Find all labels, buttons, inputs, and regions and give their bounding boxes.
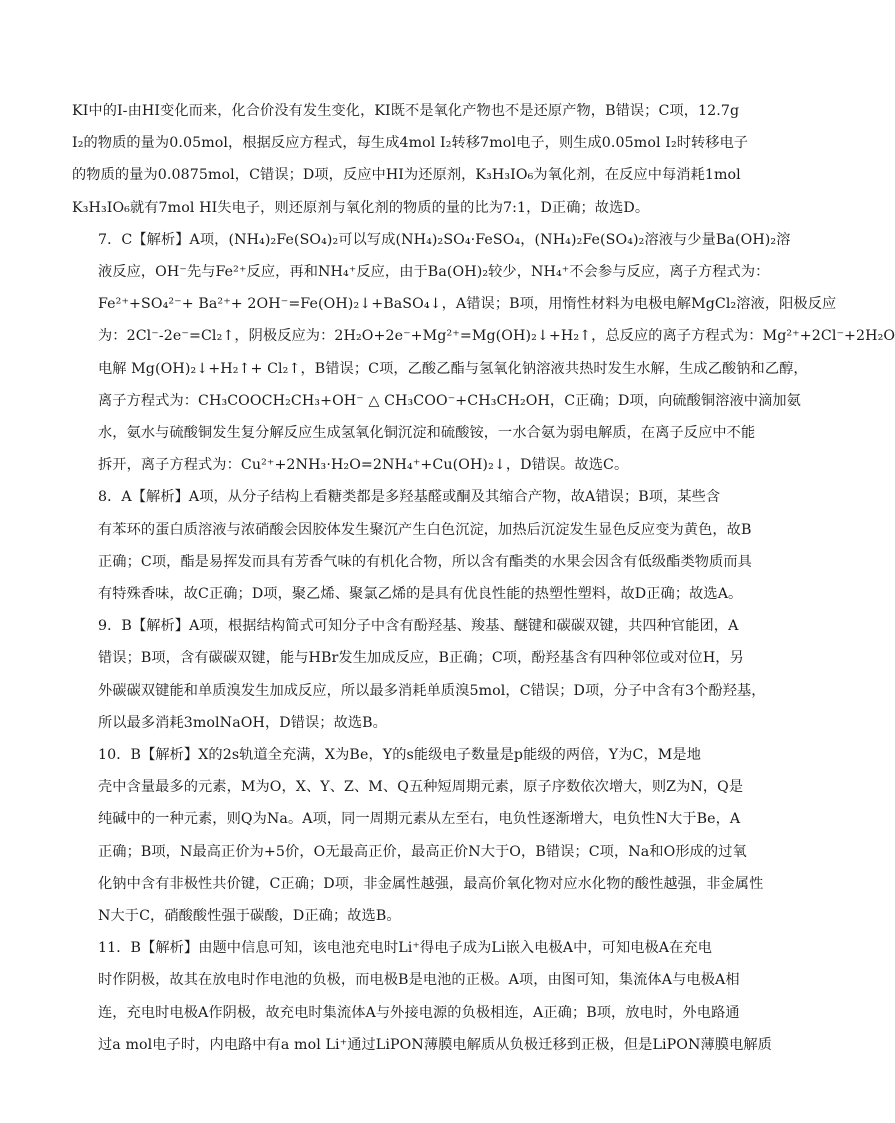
text-line: 连，充电时电极A作阴极，故充电时集流体A与外接电源的负极相连，A正确；B项，放电时，外电路通: [98, 1004, 740, 1021]
text-line: 9．B【解析】A项，根据结构简式可知分子中含有酚羟基、羧基、醚键和碳碳双键，共四种官能团，A: [98, 618, 739, 635]
text-line: KI中的I-由HI变化而来，化合价没有发生变化，KI既不是氧化产物也不是还原产物，B错误；C项，12.7g: [72, 103, 740, 119]
text-line: 化钠中含有非极性共价键，C正确；D项，非金属性越强，最高价氧化物对应水化物的酸性越强，非金属性: [98, 875, 764, 892]
text-line: 壳中含量最多的元素，M为O，X、Y、Z、M、Q五种短周期元素，原子序数依次增大，则Z为N，Q是: [98, 779, 744, 796]
text-line: I₂的物质的量为0.05mol，根据反应方程式，每生成4mol I₂转移7mol电子，则生成0.05mol I₂时转移电子: [72, 135, 749, 152]
text-line: 过a mol电子时，内电路中有a mol Li⁺通过LiPON薄膜电解质从负极迁移到正极，但是LiPON薄膜电解质: [98, 1036, 772, 1053]
text-line: 纯碱中的一种元素，则Q为Na。A项，同一周期元素从左至右，电负性逐渐增大，电负性N大于Be，A: [98, 811, 741, 828]
text-line: 有特殊香味，故C正确；D项，聚乙烯、聚氯乙烯的是具有优良性能的热塑性塑料，故D正确；故选A。: [98, 586, 743, 603]
paragraph-p6-tail: [72, 95, 749, 224]
text-line: 时作阴极，故其在放电时作电池的负极，而电极B是电池的正极。A项，由图可知，集流体A与电极A相: [98, 972, 740, 989]
text-line: 外碳碳双键能和单质溴发生加成反应，所以最多消耗单质溴5mol，C错误；D项，分子中含有3个酚羟基，: [98, 682, 766, 699]
text-line: 液反应，OH⁻先与Fe²⁺反应，再和NH₄⁺反应，由于Ba(OH)₂较少，NH₄⁺不会参与反应，离子方程式为：: [98, 264, 770, 281]
text-line: 所以最多消耗3molNaOH，D错误；故选B。: [98, 714, 387, 731]
text-line: 10．B【解析】X的2s轨道全充满，X为Be，Y的s能级电子数量是p能级的两倍，Y为C，M是地: [98, 747, 701, 764]
text-line: 错误；B项，含有碳碳双键，能与HBr发生加成反应，B正确；C项，酚羟基含有四种邻位或对位H，另: [98, 650, 744, 667]
text-line: 8．A【解析】A项，从分子结构上看糖类都是多羟基醛或酮及其缩合产物，故A错误；B项，某些含: [98, 489, 721, 506]
text-line: 的物质的量为0.0875mol，C错误；D项，反应中HI为还原剂，K₃H₃IO₆为氧化剂，在反应中每消耗1mol: [72, 167, 741, 184]
text-line: 正确；C项，酯是易挥发而具有芳香气味的有机化合物，所以含有酯类的水果会因含有低级酯类物质而具: [98, 553, 752, 570]
text-line: N大于C，硝酸酸性强于碳酸，D正确；故选B。: [98, 908, 401, 925]
text-line: 为：2Cl⁻-2e⁻=Cl₂↑，阴极反应为：2H₂O+2e⁻+Mg²⁺=Mg(OH)₂↓+H₂↑，总反应的离子方程式为：Mg²⁺+2Cl⁻+2H₂O: [98, 328, 895, 345]
text-line: 7．C【解析】A项，(NH₄)₂Fe(SO₄)₂可以写成(NH₄)₂SO₄·FeSO₄，(NH₄)₂Fe(SO₄)₂溶液与少量Ba(OH)₂溶: [98, 231, 791, 248]
text-line: 拆开，离子方程式为：Cu²⁺+2NH₃·H₂O=2NH₄⁺+Cu(OH)₂↓，D错误。故选C。: [98, 457, 629, 474]
paragraph-q7: [72, 224, 895, 482]
paragraph-q11: [72, 932, 772, 1061]
text-line: 水，氨水与硫酸铜发生复分解反应生成氢氧化铜沉淀和硫酸铵，一水合氨为弱电解质，在离子反应中不能: [98, 425, 756, 442]
text-line: K₃H₃IO₆就有7mol HI失电子，则还原剂与氧化剂的物质的量的比为7:1，D正确；故选D。: [72, 199, 650, 216]
paragraph-q9: [72, 610, 766, 739]
text-line: 有苯环的蛋白质溶液与浓硝酸会因胶体发生聚沉产生白色沉淀，加热后沉淀发生显色反应变为黄色，故B: [98, 521, 752, 538]
text-line: 离子方程式为：CH₃COOCH₂CH₃+OH⁻ △ CH₃COO⁻+CH₃CH₂OH，C正确；D项，向硫酸铜溶液中滴加氨: [98, 392, 801, 409]
text-line: 电解 Mg(OH)₂↓+H₂↑+ Cl₂↑，B错误；C项，乙酸乙酯与氢氧化钠溶液共热时发生水解，生成乙酸钠和乙醇，: [98, 360, 808, 377]
text-line: 11．B【解析】由题中信息可知，该电池充电时Li⁺得电子成为Li嵌入电极A中，可知电极A在充电: [98, 940, 713, 957]
paragraph-q10: [72, 739, 764, 932]
document-page: [72, 95, 895, 1061]
paragraph-q8: [72, 481, 752, 610]
text-line: 正确；B项，N最高正价为+5价，O无最高正价，最高正价N大于O，B错误；C项，Na和O形成的过氧: [98, 843, 747, 860]
text-line: Fe²⁺+SO₄²⁻+ Ba²⁺+ 2OH⁻=Fe(OH)₂↓+BaSO₄↓，A错误；B项，用惰性材料为电极电解MgCl₂溶液，阳极反应: [98, 296, 837, 313]
